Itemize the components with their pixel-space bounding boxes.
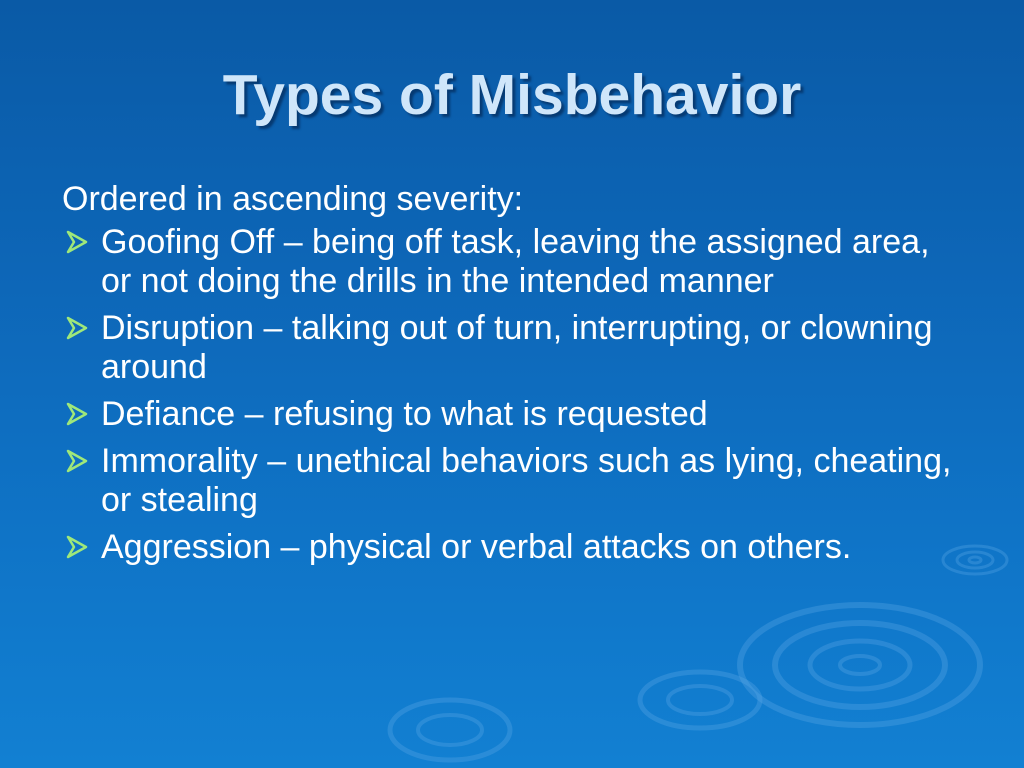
bullet-text: Disruption – talking out of turn, interrupting, or clowning around <box>101 309 933 386</box>
slide-body <box>62 180 962 575</box>
bullet-text: Goofing Off – being off task, leaving the assigned area, or not doing the drills in the intended manner <box>101 223 930 300</box>
list-item <box>62 442 962 520</box>
bullet-list <box>62 223 962 567</box>
list-item <box>62 309 962 387</box>
arrowhead-bullet-icon <box>64 314 90 342</box>
bullet-text: Immorality – unethical behaviors such as lying, cheating, or stealing <box>101 442 952 519</box>
arrowhead-bullet-icon <box>64 400 90 428</box>
bullet-text: Aggression – physical or verbal attacks on others. <box>101 528 852 566</box>
arrowhead-bullet-icon <box>64 533 90 561</box>
bullet-text: Defiance – refusing to what is requested <box>101 395 708 433</box>
list-item <box>62 223 962 301</box>
list-item <box>62 528 962 567</box>
intro-text: Ordered in ascending severity: <box>62 180 524 218</box>
arrowhead-bullet-icon <box>64 447 90 475</box>
list-item <box>62 395 962 434</box>
arrowhead-bullet-icon <box>64 228 90 256</box>
slide-title: Types of Misbehavior <box>222 63 802 127</box>
